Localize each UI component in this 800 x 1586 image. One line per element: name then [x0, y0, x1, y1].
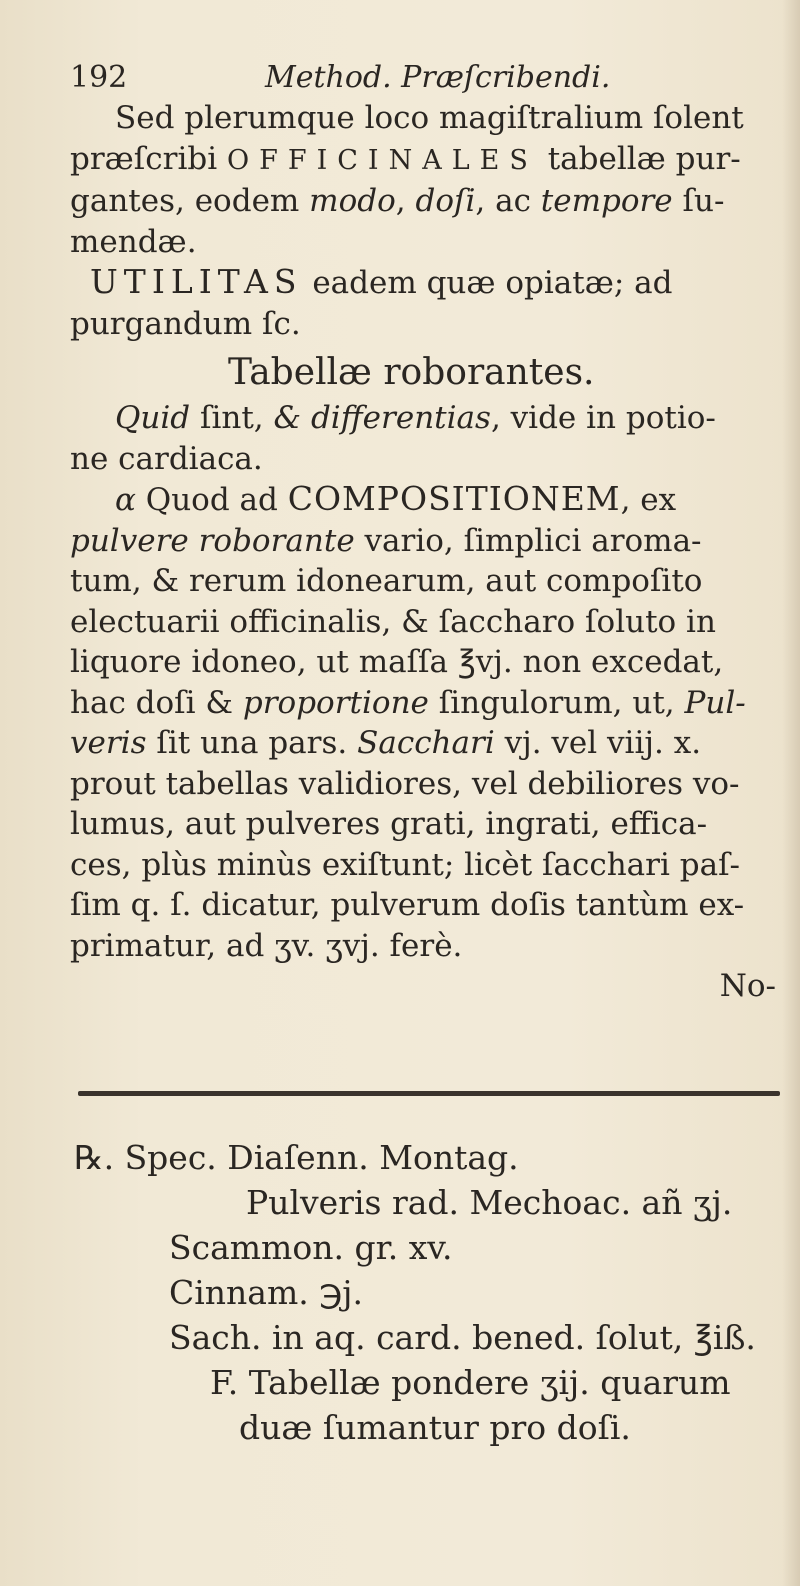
text-line: veris ſit una pars. Sacchari vj. vel viij. x. [70, 725, 702, 761]
recipe-line: duæ ſumantur pro doſi. [239, 1408, 631, 1447]
catchword: No- [719, 968, 776, 1004]
text-line: Sed plerumque loco magiſtralium ſolent [115, 100, 744, 136]
recipe-line: F. Tabellæ pondere ʒij. quarum [210, 1363, 731, 1402]
text-line: pulvere roborante vario, ſimplici aroma- [70, 522, 702, 559]
text-line: prout tabellas validiores, vel debiliores vo- [70, 765, 740, 802]
text-line: hac doſi & proportione ſingulorum, ut, Pul- [70, 684, 746, 721]
recipe-line: Pulveris rad. Mechoac. añ ʒj. [246, 1183, 733, 1222]
main-text [70, 58, 786, 1007]
text-line: α Quod ad COMPOSITIONEM, ex [115, 479, 677, 518]
running-head: Method. Præſcribendi. [265, 60, 611, 95]
officinales-word: OFFICINALES [227, 144, 538, 176]
page-header [70, 58, 786, 98]
divider-rule [78, 1091, 780, 1096]
text-line: mendæ. [70, 223, 197, 260]
text-line: liquore idoneo, ut maſſa ℥vj. non excedat, [70, 644, 724, 680]
text-line: lumus, aut pulveres grati, ingrati, effica- [70, 806, 708, 842]
text-line: gantes, eodem modo, doſi, ac tempore ſu- [70, 183, 725, 219]
recipe-line: ℞. Spec. Diaſenn. Montag. [74, 1138, 519, 1177]
text-line: Quid ſint, & differentias, vide in potio- [115, 400, 716, 436]
section-title: Tabellæ roborantes. [228, 352, 595, 393]
text-line: electuarii officinalis, & ſaccharo ſoluto in [70, 603, 716, 640]
recipe-line: Scammon. gr. xv. [169, 1228, 453, 1267]
recipe-line: Sach. in aq. card. bened. ſolut, ℥iß. [169, 1318, 756, 1357]
text-line: tum, & rerum idonearum, aut compoſito [70, 563, 703, 599]
utilitas-word: UTILITAS [90, 262, 303, 301]
text-line: ne cardiaca. [70, 440, 263, 477]
text-line: UTILITAS eadem quæ opiatæ; ad [90, 262, 673, 301]
page-number: 192 [70, 60, 128, 95]
text-line: primatur, ad ʒv. ʒvj. ferè. [70, 927, 463, 964]
text-line: ſim q. ſ. dicatur, pulverum doſis tantùm ex- [70, 887, 745, 923]
recipe-line: Cinnam. ℈j. [169, 1273, 364, 1312]
text-line: purgandum ſc. [70, 305, 301, 342]
text-line: præſcribi OFFICINALES tabellæ pur- [70, 140, 741, 177]
recipe-block [74, 1135, 774, 1450]
text-line: ces, plùs minùs exiſtunt; licèt ſacchari paſ- [70, 846, 741, 883]
composition-word: COMPOSITIONEM [287, 479, 621, 518]
